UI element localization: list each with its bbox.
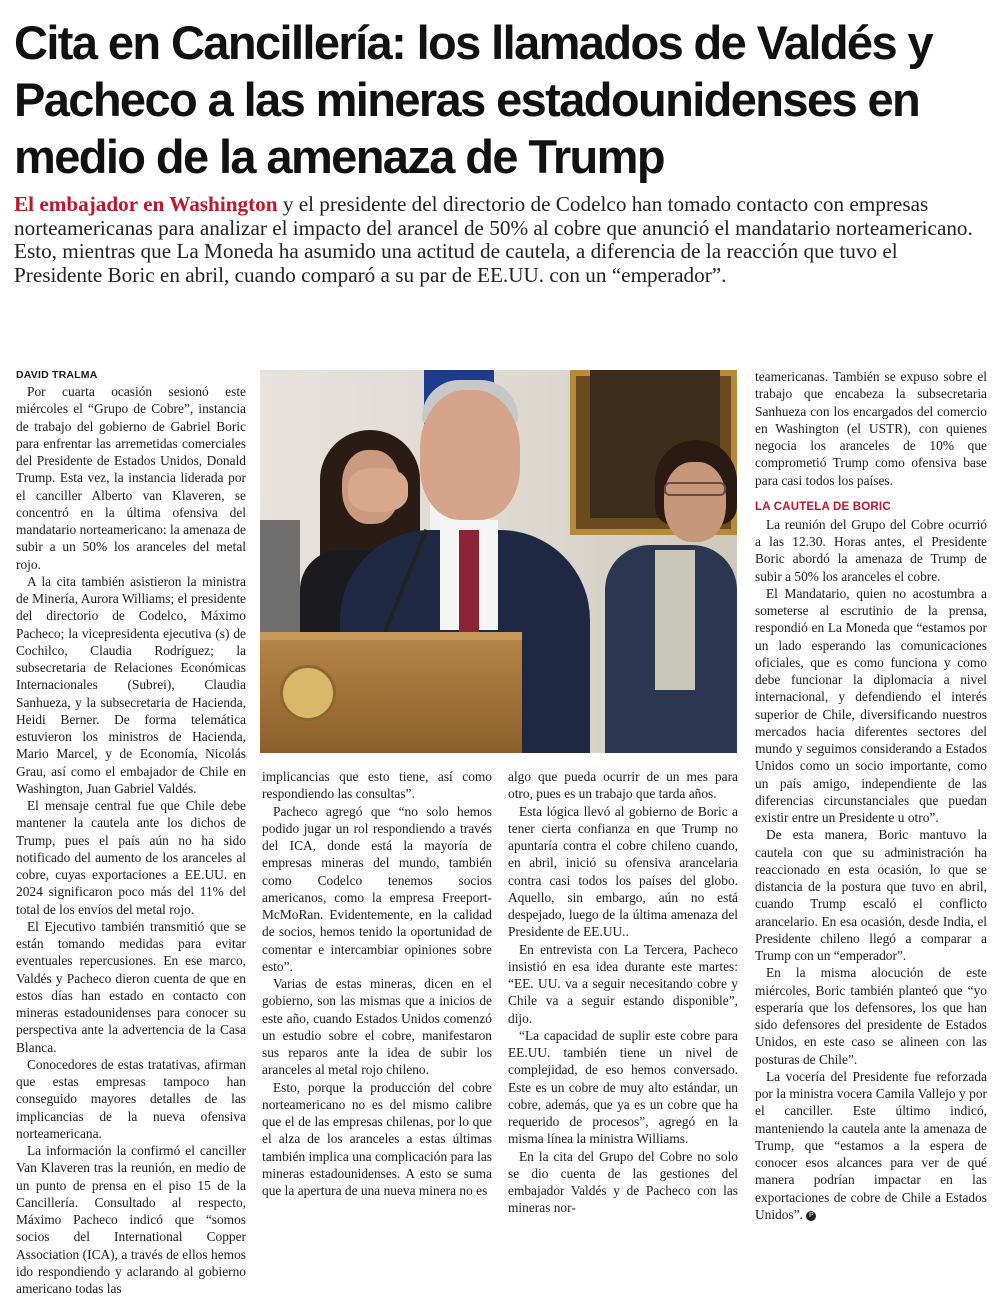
paragraph: A la cita también asistieron la ministra de Minería, Aurora Williams; el presidente del directorio de Codelco, Máximo Pacheco; la vicepresidenta ejecutiva (s) de Cochilco, Claudia Rodríguez; la subsecretaria de Relaciones Económicas Internacionales (Subrei), Claudia Sanhueza, y la subsecretaria de Hacienda, Heidi Berner. De forma telemática estuvieron los ministros de Hacienda, Mario Marcel, y de Economía, Nicolás Grau, así como el embajador de Chile en Washington, Juan Gabriel Valdés. bbox=[16, 573, 246, 796]
paragraph-text: La vocería del Presidente fue reforzada por la ministra vocera Camila Vallejo y por el canciller. Este último indicó, manteniendo la cautela ante la amenaza de Trump, que “estamos a la espera de conocer esos alcances para ver de qué manera podrían impactar en las exportaciones de cobre de Chile a Estados Unidos”. bbox=[755, 1068, 987, 1222]
lead-text: y el presidente del directorio de Codelco han tomado contacto con empresas norteamericanas para analizar el impacto del arancel de 50% al cobre que anunció el mandatario norteamericano. Esto, mientras que La Moneda ha asumido una actitud de cautela, a diferencia de la reacción que tuvo el Presidente Boric en abril, cuando comparó a su par de EE.UU. con un “emperador”. bbox=[14, 192, 973, 287]
headline: Cita en Cancillería: los llamados de Valdés y Pacheco a las mineras estadounidenses en medio de la amenaza de Trump bbox=[14, 16, 933, 183]
section-subhead: LA CAUTELA DE BORIC bbox=[755, 500, 891, 513]
paragraph: El mensaje central fue que Chile debe mantener la cautela ante los dichos de Trump, pues el país aún no ha sido notificado del aumento de los aranceles al cobre, cuyas exportaciones a EE.UU. en 2024 significaron poco más del 11% del total de los envíos del metal rojo. bbox=[16, 798, 246, 917]
lead-kicker: El embajador en Washington bbox=[14, 192, 278, 216]
paragraph: En la cita del Grupo del Cobre no solo se dio cuenta de las gestiones del embajador Valdés y de Pacheco con las mineras nor- bbox=[508, 1148, 738, 1216]
paragraph: Esto, porque la producción del cobre norteamericano no es del mismo calibre que el de las empresas chilenas, por lo que el alza de los aranceles a estas últimas también implica una complicación para las mineras estadounidenses. A esto se suma que la apertura de una nueva minera no es bbox=[262, 1079, 492, 1198]
paragraph: En la misma alocución de este miércoles, Boric también planteó que “yo esperaría que los defensores, los que han sido defensores del presidente de Estados Unidos, en este caso se alineen con las posturas de Chile”. bbox=[755, 965, 987, 1067]
lead-paragraph bbox=[14, 193, 989, 287]
column-1 bbox=[16, 368, 246, 1297]
paragraph: Varias de estas mineras, dicen en el gobierno, son las mismas que a inicios de este año, cuando Estados Unidos comenzó un estudio sobre el cobre, manifestaron sus reparos ante la idea de subir los aranceles al metal rojo chileno. bbox=[262, 976, 492, 1078]
paragraph: implicancias que esto tiene, así como respondiendo las consultas”. bbox=[262, 769, 492, 802]
paragraph: Pacheco agregó que “no solo hemos podido jugar un rol respondiendo a través del ICA, donde está la mayoría de empresas mineras del mundo, también como Codelco tenemos socios americanos, como la empresa Freeport-McMoRan. Evidentemente, en la calidad de socios, hemos tenido la oportunidad de comentar e intercambiar opiniones sobre esto”. bbox=[262, 803, 492, 974]
paragraph: algo que pueda ocurrir de un mes para otro, pues es un trabajo que tarda años. bbox=[508, 769, 738, 802]
paragraph: El Mandatario, quien no acostumbra a someterse al escrutinio de la prensa, respondió en La Moneda que “estamos por un lado esperando las comunicaciones oficiales, que es como funciona y como debe funcionar la diplomacia a nivel internacional, y defendiendo el interés superior de Chile, diversificando nuestros mercados hacia diferentes sectores del mundo y seguimos considerando a Estados Unidos como un socio importante, como un país amigo, independiente de las diferencias circunstanciales que puedan existir entre un Presidente u otro”. bbox=[755, 585, 987, 825]
paragraph: teamericanas. También se expuso sobre el trabajo que encabeza la subsecretaria Sanhueza con los encargados del comercio en Washington (el USTR), con quienes negocia los aranceles de 10% que comprometió Trump como ofensiva base para casi todos los países. bbox=[755, 369, 987, 488]
end-mark-icon: P bbox=[806, 1211, 816, 1221]
paragraph: La reunión del Grupo del Cobre ocurrió a las 12.30. Horas antes, el Presidente Boric abordó la amenaza de Trump de subir a 50% los aranceles el cobre. bbox=[755, 516, 987, 584]
paragraph: Esta lógica llevó al gobierno de Boric a tener cierta confianza en que Trump no apuntaría contra el cobre chileno cuando, en abril, inició su ofensiva arancelaria contra casi todos los países del globo. Aquello, sin embargo, aún no está despejado, luego de la última amenaza del Presidente de EE.UU.. bbox=[508, 803, 738, 940]
paragraph: De esta manera, Boric mantuvo la cautela con que su administración ha reaccionado en esta ocasión, lo que se distancia de la postura que tuvo en abril, cuando Trump escaló el conflicto arancelario. En esa ocasión, desde India, el Presidente chileno llegó a comparar a Trump con un “emperador”. bbox=[755, 827, 987, 963]
column-3 bbox=[508, 768, 738, 1217]
paragraph: “La capacidad de suplir este cobre para EE.UU. también tiene un nivel de complejidad, de eso hemos conversado. Este es un cobre de muy alto estándar, un cobre, además, que ya es un cobre que ha requerido de procesos”, agregó en la misma línea la ministra Williams. bbox=[508, 1027, 738, 1147]
seal-icon bbox=[280, 665, 336, 721]
paragraph: El Ejecutivo también transmitió que se están tomando medidas para evitar eventuales repercusiones. En ese marco, Valdés y Pacheco dieron cuenta de que en estos días han estado en contacto con mineras estadounidenses para conocer su perspectiva ante la advertencia de la Casa Blanca. bbox=[16, 918, 246, 1055]
paragraph: Conocedores de estas tratativas, afirman que estas empresas tampoco han conseguido mayores detalles de las implicancias de la nueva ofensiva norteamericana. bbox=[16, 1056, 246, 1141]
paragraph bbox=[755, 1068, 987, 1223]
paragraph: Por cuarta ocasión sesionó este miércoles el “Grupo de Cobre”, instancia de trabajo del gobierno de Gabriel Boric para enfrentar las arremetidas comerciales del Presidente de Estados Unidos, Donald Trump. Esta vez, la instancia liderada por el canciller Alberto van Klaveren, se concentró en la última ofensiva del mandatario norteamericano: la amenaza de subir a un 50% los aranceles del metal rojo. bbox=[16, 384, 246, 572]
article-photo bbox=[260, 370, 737, 753]
byline: DAVID TRALMA bbox=[16, 369, 98, 381]
column-2 bbox=[262, 768, 492, 1199]
paragraph: En entrevista con La Tercera, Pacheco insistió en esa idea durante este martes: “EE. UU. va a seguir necesitando cobre y Chile va a seguir estando disponible”, dijo. bbox=[508, 941, 738, 1026]
column-4 bbox=[755, 368, 987, 1223]
paragraph: La información la confirmó el canciller Van Klaveren tras la reunión, en medio de un punto de prensa en el piso 15 de la Cancillería. Consultado al respecto, Máximo Pacheco indicó que “somos socios del International Copper Association (ICA), a través de ellos hemos ido respondiendo y aclarando al gobierno americano todas las bbox=[16, 1143, 246, 1296]
